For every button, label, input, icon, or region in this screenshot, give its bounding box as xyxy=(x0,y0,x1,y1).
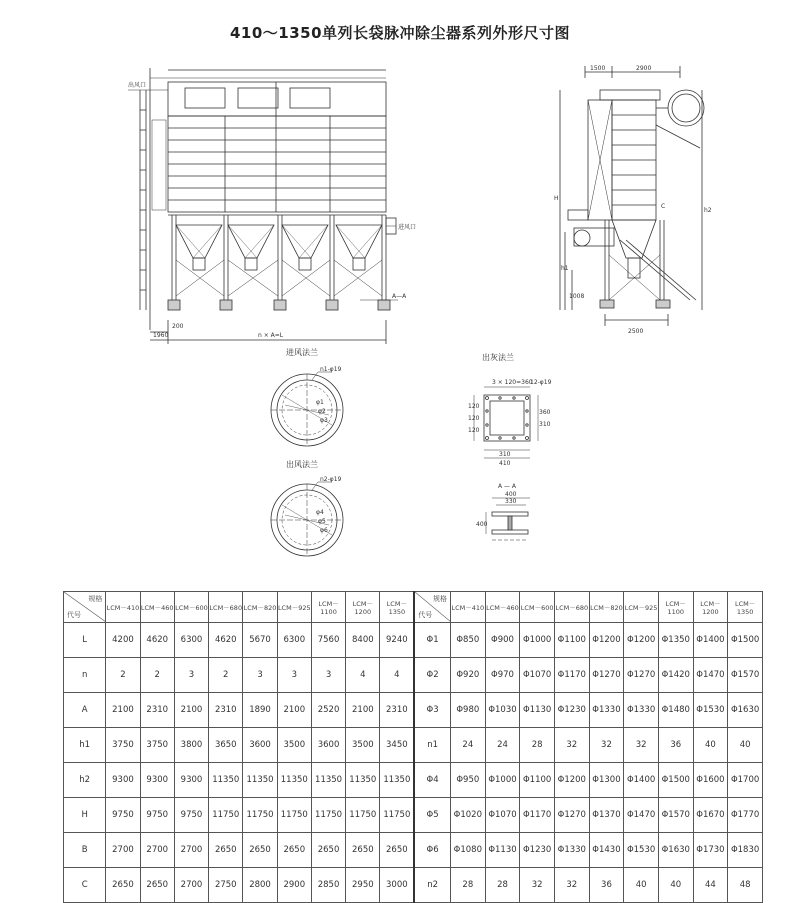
table-cell: 28 xyxy=(485,868,520,903)
front-aa-label: A—A xyxy=(392,293,407,300)
front-hopper-3 xyxy=(282,225,328,258)
table-cell: 2650 xyxy=(346,833,380,868)
table-cell: Φ1300 xyxy=(589,763,624,798)
table-cell: 2650 xyxy=(243,833,277,868)
table-spec-header: LCM－1350 xyxy=(380,592,414,623)
table-cell: Φ1330 xyxy=(554,833,589,868)
front-dim-200: 200 xyxy=(172,323,184,330)
table-cell: Φ1630 xyxy=(658,833,693,868)
inlet-holes-label: n1-φ19 xyxy=(320,366,342,373)
table-cell: Φ1230 xyxy=(520,833,555,868)
spec-table xyxy=(63,591,763,903)
table-cell: 40 xyxy=(693,728,728,763)
table-cell: Φ1070 xyxy=(520,658,555,693)
table-cell: Φ1470 xyxy=(624,798,659,833)
table-cell: 32 xyxy=(554,868,589,903)
table-cell: Φ1170 xyxy=(520,798,555,833)
table-cell: 9300 xyxy=(106,763,140,798)
table-cell: 3450 xyxy=(380,728,414,763)
table-spec-header: LCM－1100 xyxy=(658,592,693,623)
table-cell: 28 xyxy=(520,728,555,763)
table-cell: Φ1500 xyxy=(658,763,693,798)
table-spec-header: LCM－925 xyxy=(624,592,659,623)
table-cell: 9750 xyxy=(140,798,174,833)
table-cell: 4 xyxy=(346,658,380,693)
table-cell: 11750 xyxy=(346,798,380,833)
table-cell: Φ1600 xyxy=(693,763,728,798)
table-cell: Φ1430 xyxy=(589,833,624,868)
table-cell: 3500 xyxy=(277,728,311,763)
ash-dim-v2: 120 xyxy=(468,415,480,422)
table-cell: 3750 xyxy=(140,728,174,763)
table-cell: 2520 xyxy=(311,693,345,728)
table-cell: 2310 xyxy=(140,693,174,728)
row-code: Φ4 xyxy=(414,763,450,798)
table-cell: Φ900 xyxy=(485,623,520,658)
table-cell: 11750 xyxy=(209,798,243,833)
front-dim-total: n × A=L xyxy=(258,332,284,339)
inlet-d3-label: φ3 xyxy=(320,417,328,424)
table-cell: 2 xyxy=(106,658,140,693)
table-cell: Φ1470 xyxy=(693,658,728,693)
table-cell: 2900 xyxy=(277,868,311,903)
ash-spacing-label: 3 × 120=360 xyxy=(492,379,533,386)
table-cell: 2950 xyxy=(346,868,380,903)
table-cell: 3750 xyxy=(106,728,140,763)
table-cell: 11350 xyxy=(277,763,311,798)
inlet-d2-label: φ2 xyxy=(318,408,326,415)
row-code: h2 xyxy=(64,763,106,798)
table-cell: 40 xyxy=(658,868,693,903)
table-cell: 2700 xyxy=(174,833,208,868)
table-cell: 2850 xyxy=(311,868,345,903)
inlet-flange xyxy=(271,372,343,446)
row-code: n2 xyxy=(414,868,450,903)
front-vent-1 xyxy=(185,88,225,108)
table-cell: Φ1200 xyxy=(624,623,659,658)
table-cell: Φ1530 xyxy=(693,693,728,728)
table-cell: Φ1200 xyxy=(554,763,589,798)
row-code: A xyxy=(64,693,106,728)
table-cell: 11350 xyxy=(380,763,414,798)
table-cell: 7560 xyxy=(311,623,345,658)
table-cell: Φ1730 xyxy=(693,833,728,868)
side-h2: h2 xyxy=(704,207,712,214)
table-cell: Φ1400 xyxy=(693,623,728,658)
table-cell: 9300 xyxy=(174,763,208,798)
table-cell: Φ1080 xyxy=(451,833,486,868)
front-inlet-label: 进风口 xyxy=(398,224,417,231)
table-corner xyxy=(414,592,450,623)
table-cell: 6300 xyxy=(174,623,208,658)
table-corner xyxy=(64,592,106,623)
ash-flange xyxy=(474,387,538,458)
front-hopper-2 xyxy=(228,225,274,258)
table-cell: Φ850 xyxy=(451,623,486,658)
table-cell: 2100 xyxy=(277,693,311,728)
table-row xyxy=(64,798,763,833)
table-cell: Φ1330 xyxy=(589,693,624,728)
table-cell: Φ1530 xyxy=(624,833,659,868)
table-cell: 6300 xyxy=(277,623,311,658)
front-top-header xyxy=(168,82,386,116)
ash-dim-410: 410 xyxy=(499,460,511,467)
inlet-flange-title: 进风法兰 xyxy=(286,348,318,357)
corner-bottom-label: 代号 xyxy=(67,611,81,619)
aa-dim-top1: 400 xyxy=(505,491,517,498)
row-code: Φ5 xyxy=(414,798,450,833)
table-cell: Φ970 xyxy=(485,658,520,693)
table-cell: 2700 xyxy=(140,833,174,868)
corner-top-label: 规格 xyxy=(433,595,447,603)
table-cell: Φ1270 xyxy=(624,658,659,693)
table-cell: 2650 xyxy=(311,833,345,868)
table-cell: 5670 xyxy=(243,623,277,658)
row-code: n1 xyxy=(414,728,450,763)
table-cell: Φ1100 xyxy=(520,763,555,798)
table-cell: Φ1350 xyxy=(658,623,693,658)
table-cell: 2700 xyxy=(174,868,208,903)
table-cell: Φ1200 xyxy=(589,623,624,658)
row-code: h1 xyxy=(64,728,106,763)
table-cell: 2650 xyxy=(106,868,140,903)
table-cell: 24 xyxy=(451,728,486,763)
outlet-d4-label: φ4 xyxy=(316,509,324,516)
table-cell: 4 xyxy=(380,658,414,693)
side-dim-2500: 2500 xyxy=(628,328,644,335)
ash-dim-310: 310 xyxy=(499,451,511,458)
aa-dim-top2: 330 xyxy=(505,498,517,505)
table-cell: 2650 xyxy=(277,833,311,868)
table-cell: 1890 xyxy=(243,693,277,728)
table-cell: Φ1480 xyxy=(658,693,693,728)
table-cell: 32 xyxy=(589,728,624,763)
table-cell: 2650 xyxy=(140,868,174,903)
table-cell: 3650 xyxy=(209,728,243,763)
table-cell: 3600 xyxy=(243,728,277,763)
table-cell: Φ1000 xyxy=(485,763,520,798)
front-vent-2 xyxy=(238,88,278,108)
ash-dim-r2: 310 xyxy=(539,421,551,428)
ash-flange-title: 出灰法兰 xyxy=(482,353,514,362)
ash-holes-label: 12-φ19 xyxy=(530,379,552,386)
table-cell: 11350 xyxy=(346,763,380,798)
table-cell: 2310 xyxy=(209,693,243,728)
table-cell: 40 xyxy=(728,728,763,763)
table-cell: 2310 xyxy=(380,693,414,728)
row-code: Φ2 xyxy=(414,658,450,693)
table-cell: 2100 xyxy=(174,693,208,728)
table-cell: 9300 xyxy=(140,763,174,798)
outlet-d6-label: φ6 xyxy=(320,527,328,534)
row-code: B xyxy=(64,833,106,868)
table-cell: 2 xyxy=(209,658,243,693)
table-cell: 11350 xyxy=(311,763,345,798)
table-cell: Φ1500 xyxy=(728,623,763,658)
table-cell: 3 xyxy=(311,658,345,693)
table-cell: 2 xyxy=(140,658,174,693)
table-cell: Φ980 xyxy=(451,693,486,728)
table-cell: Φ920 xyxy=(451,658,486,693)
table-cell: 3 xyxy=(243,658,277,693)
front-hopper-4 xyxy=(336,225,382,258)
side-H: H xyxy=(554,195,559,202)
row-code: Φ3 xyxy=(414,693,450,728)
table-cell: 32 xyxy=(624,728,659,763)
table-header-row xyxy=(64,592,763,623)
table-cell: 40 xyxy=(624,868,659,903)
table-cell: 3 xyxy=(174,658,208,693)
table-cell: Φ1570 xyxy=(658,798,693,833)
table-cell: Φ1000 xyxy=(520,623,555,658)
table-row xyxy=(64,833,763,868)
table-cell: 24 xyxy=(485,728,520,763)
row-code: C xyxy=(64,868,106,903)
table-cell: 2100 xyxy=(106,693,140,728)
side-C: C xyxy=(661,203,666,210)
outlet-flange-title: 出风法兰 xyxy=(286,460,318,469)
side-dim-1500: 1500 xyxy=(590,65,606,72)
table-spec-header: LCM－925 xyxy=(277,592,311,623)
table-spec-header: LCM－1200 xyxy=(346,592,380,623)
table-spec-header: LCM－600 xyxy=(174,592,208,623)
table-spec-header: LCM－410 xyxy=(451,592,486,623)
row-code: L xyxy=(64,623,106,658)
table-cell: 2700 xyxy=(106,833,140,868)
table-spec-header: LCM－1350 xyxy=(728,592,763,623)
table-spec-header: LCM－460 xyxy=(485,592,520,623)
table-cell: 2650 xyxy=(380,833,414,868)
front-vent-3 xyxy=(290,88,330,108)
inlet-d1-label: φ1 xyxy=(316,399,324,406)
table-cell: 2800 xyxy=(243,868,277,903)
side-h1: h1 xyxy=(561,265,569,272)
table-cell: 3800 xyxy=(174,728,208,763)
corner-bottom-label: 代号 xyxy=(418,611,433,619)
table-cell: Φ1830 xyxy=(728,833,763,868)
table-cell: Φ1270 xyxy=(554,798,589,833)
table-cell: Φ1630 xyxy=(728,693,763,728)
table-row xyxy=(64,868,763,903)
table-cell: 44 xyxy=(693,868,728,903)
table-spec-header: LCM－680 xyxy=(209,592,243,623)
table-cell: 4620 xyxy=(209,623,243,658)
table-cell: Φ1130 xyxy=(520,693,555,728)
table-cell: Φ1100 xyxy=(554,623,589,658)
row-code: Φ1 xyxy=(414,623,450,658)
row-code: n xyxy=(64,658,106,693)
table-cell: 11350 xyxy=(243,763,277,798)
front-dim-1960: 1960 xyxy=(153,332,169,339)
table-cell: 36 xyxy=(589,868,624,903)
table-cell: 11750 xyxy=(311,798,345,833)
aa-dim-side: 400 xyxy=(476,521,488,528)
table-cell: 3500 xyxy=(346,728,380,763)
ash-dim-v3: 120 xyxy=(468,427,480,434)
table-row xyxy=(64,693,763,728)
table-cell: Φ1570 xyxy=(728,658,763,693)
table-spec-header: LCM－1200 xyxy=(693,592,728,623)
table-cell: 28 xyxy=(451,868,486,903)
table-spec-header: LCM－460 xyxy=(140,592,174,623)
table-spec-header: LCM－1100 xyxy=(311,592,345,623)
table-cell: Φ1030 xyxy=(485,693,520,728)
aa-title: A — A xyxy=(498,483,517,490)
side-dim-1008: 1008 xyxy=(569,293,585,300)
table-cell: 11350 xyxy=(209,763,243,798)
table-row xyxy=(64,728,763,763)
table-cell: Φ1770 xyxy=(728,798,763,833)
table-spec-header: LCM－820 xyxy=(243,592,277,623)
table-cell: 36 xyxy=(658,728,693,763)
outlet-holes-label: n2-φ19 xyxy=(320,476,342,483)
table-cell: Φ1330 xyxy=(624,693,659,728)
table-cell: Φ950 xyxy=(451,763,486,798)
table-spec-header: LCM－820 xyxy=(589,592,624,623)
table-cell: 11750 xyxy=(243,798,277,833)
table-cell: Φ1230 xyxy=(554,693,589,728)
table-cell: Φ1670 xyxy=(693,798,728,833)
table-cell: Φ1070 xyxy=(485,798,520,833)
front-elevation xyxy=(128,68,398,344)
table-cell: 9240 xyxy=(380,623,414,658)
side-dim-2900: 2900 xyxy=(636,65,652,72)
table-cell: 2750 xyxy=(209,868,243,903)
table-row xyxy=(64,763,763,798)
front-hopper-1 xyxy=(176,225,222,258)
table-cell: Φ1270 xyxy=(589,658,624,693)
table-spec-header: LCM－600 xyxy=(520,592,555,623)
table-cell: 11750 xyxy=(380,798,414,833)
table-cell: 2650 xyxy=(209,833,243,868)
side-fan xyxy=(668,90,704,126)
side-elevation xyxy=(560,66,704,326)
table-cell: 3000 xyxy=(380,868,414,903)
table-cell: 32 xyxy=(554,728,589,763)
table-cell: 9750 xyxy=(106,798,140,833)
table-spec-header: LCM－410 xyxy=(106,592,140,623)
table-cell: 9750 xyxy=(174,798,208,833)
table-cell: 8400 xyxy=(346,623,380,658)
table-cell: 4620 xyxy=(140,623,174,658)
table-cell: 48 xyxy=(728,868,763,903)
table-cell: 4200 xyxy=(106,623,140,658)
ash-dim-v1: 120 xyxy=(468,403,480,410)
table-row xyxy=(64,658,763,693)
outlet-flange xyxy=(271,482,343,556)
table-cell: 3 xyxy=(277,658,311,693)
table-cell: Φ1170 xyxy=(554,658,589,693)
table-cell: Φ1370 xyxy=(589,798,624,833)
row-code: H xyxy=(64,798,106,833)
table-spec-header: LCM－680 xyxy=(554,592,589,623)
table-cell: 3600 xyxy=(311,728,345,763)
outlet-d5-label: φ5 xyxy=(318,518,326,525)
corner-top-label: 规格 xyxy=(88,595,103,603)
row-code: Φ6 xyxy=(414,833,450,868)
table-cell: Φ1420 xyxy=(658,658,693,693)
table-cell: 2100 xyxy=(346,693,380,728)
table-row xyxy=(64,623,763,658)
table-cell: Φ1700 xyxy=(728,763,763,798)
table-cell: Φ1400 xyxy=(624,763,659,798)
page-title: 410～1350单列长袋脉冲除尘器系列外形尺寸图 xyxy=(229,24,571,42)
table-cell: Φ1020 xyxy=(451,798,486,833)
ash-dim-r1: 360 xyxy=(539,409,551,416)
table-cell: 11750 xyxy=(277,798,311,833)
table-cell: Φ1130 xyxy=(485,833,520,868)
front-outlet-label: 出风口 xyxy=(128,82,147,89)
table-cell: 32 xyxy=(520,868,555,903)
